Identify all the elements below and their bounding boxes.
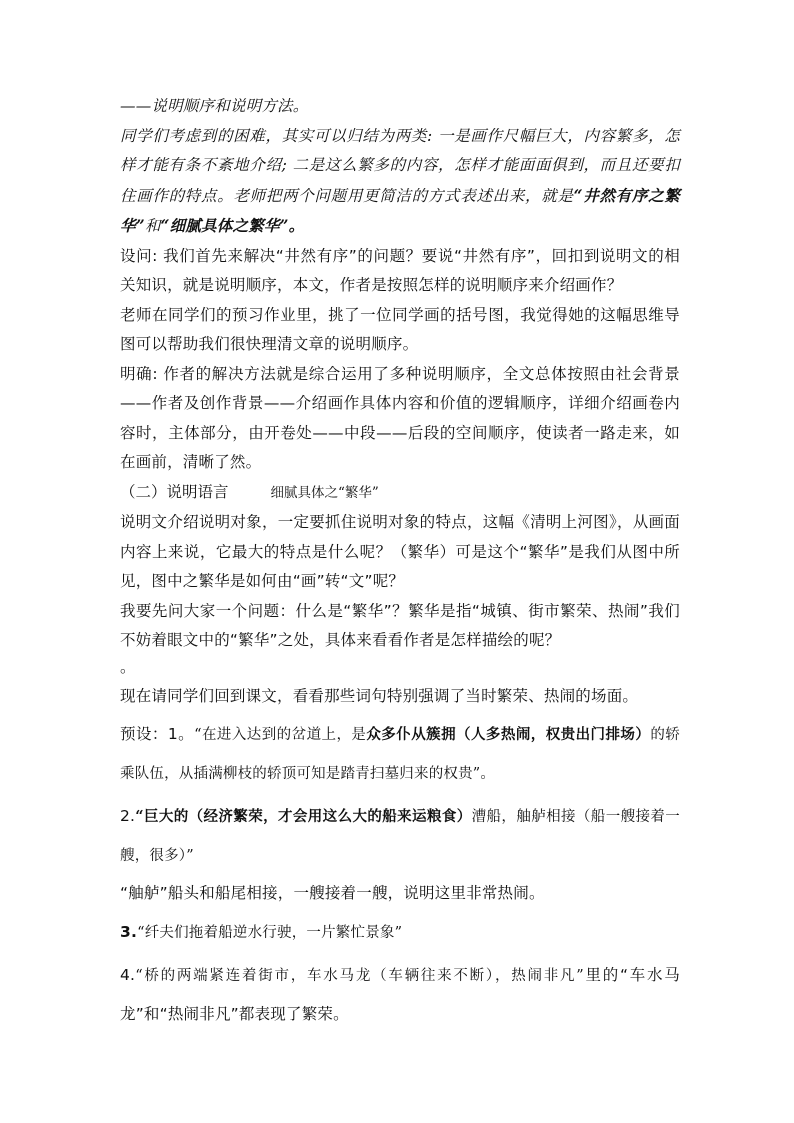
item-number: 4. [120,965,136,984]
section-heading [120,478,680,509]
item-number: 2. [120,807,136,825]
quote-text: “桥的两端紧连着街市，车水马龙（车辆往来不断），热闹非凡” [135,967,584,984]
paragraph-instruction: 现在请同学们回到课文，看看那些词句特别强调了当时繁荣、热闹的场面。 [120,686,639,705]
paragraph-example-3 [120,913,680,952]
paragraph-question: 设问: 我们首先来解决“井然有序”的问题？要说“井然有序”，回扣到说明文的相关知识，就是说明顺序，本文，作者是按照怎样的说明顺序来介绍画作？ [120,246,680,294]
paragraph-intro-heading [120,92,680,122]
paragraph-answer: 明确: 作者的解决方法就是综合运用了多种说明顺序，全文总体按照由社会背景——作者及创作背景——介绍画作具体内容和价值的逻辑顺序，详细介绍画卷内容时，主体部分，由开卷处——中段——后段的空间顺序，使读者一路走来，如在画前，清晰了然。 [120,364,680,471]
quote-emphasis: “巨大的（经济繁荣，才会用这么大的船来运粮食） [135,808,472,825]
text: 和 [144,217,161,235]
text: 同学们考虑到的困难，其实可以归结为两类: 一是画作尺幅巨大，内容繁多，怎样才能有条不紊地介绍; 二是这么繁多的内容，怎样才能面面俱到，而且还要扣住画作的特点。老师把两个问题用更简洁的方式表述出来，就是 [120,126,680,205]
quote-text: “在进入达到的岔道上，是 [194,727,367,743]
section-subtitle: 细腻具体之“繁华” [270,484,379,501]
text: ——说明顺序和说明方法。 [120,97,309,115]
quote-text: 漕船，舳舻相接（船一艘接着一艘，很多）” [120,809,680,864]
paragraph-prosperity-question: 我要先问大家一个问题：什么是“繁华”？繁华是指“城镇、街市繁荣、热闹”我们不妨着眼文中的“繁华”之处，具体来看看作者是怎样描绘的呢？ [120,601,680,649]
document-body [120,92,680,1033]
emphasis-text: “细腻具体之繁华” [160,216,289,235]
text: 。 [288,216,305,235]
quote-text: “纤夫们拖着船逆水行驶，一片繁忙景象” [137,924,403,941]
paragraph-mindmap: 老师在同学们的预习作业里，挑了一位同学画的括号图，我觉得她的这幅思维导图可以帮助我们很快理清文章的说明顺序。 [120,305,680,353]
item-number: 3. [120,922,138,941]
text: 里的“车水马龙”和“热闹非凡”都表现了繁荣。 [120,965,681,1023]
quote-emphasis: 众多仆从簇拥（人多热闹，权贵出门排场） [366,726,651,743]
paragraph-explanation: “舳舻”船头和船尾相接，一艘接着一艘，说明这里非常热闹。 [120,884,545,902]
section-label: （二）说明语言 [120,482,229,501]
paragraph-difficulties [120,122,680,242]
paragraph-example-2 [120,797,680,875]
emphasis-text: “井然有序之繁华” [120,185,680,235]
quote-text: 的轿乘队伍，从插满柳枝的轿顶可知是踏青扫墓归来的权贵”。 [120,727,680,782]
paragraph-dot: 。 [120,657,136,676]
text: 预设：1。 [120,725,195,743]
paragraph-feature: 说明文介绍说明对象，一定要抓住说明对象的特点，这幅《清明上河图》，从画面内容上来说，它最大的特点是什么呢？（繁华）可是这个“繁华”是我们从图中所见，图中之繁华是如何由“画”转“文”呢？ [120,513,680,590]
paragraph-example-1 [120,715,680,793]
paragraph-example-4 [120,956,680,1033]
